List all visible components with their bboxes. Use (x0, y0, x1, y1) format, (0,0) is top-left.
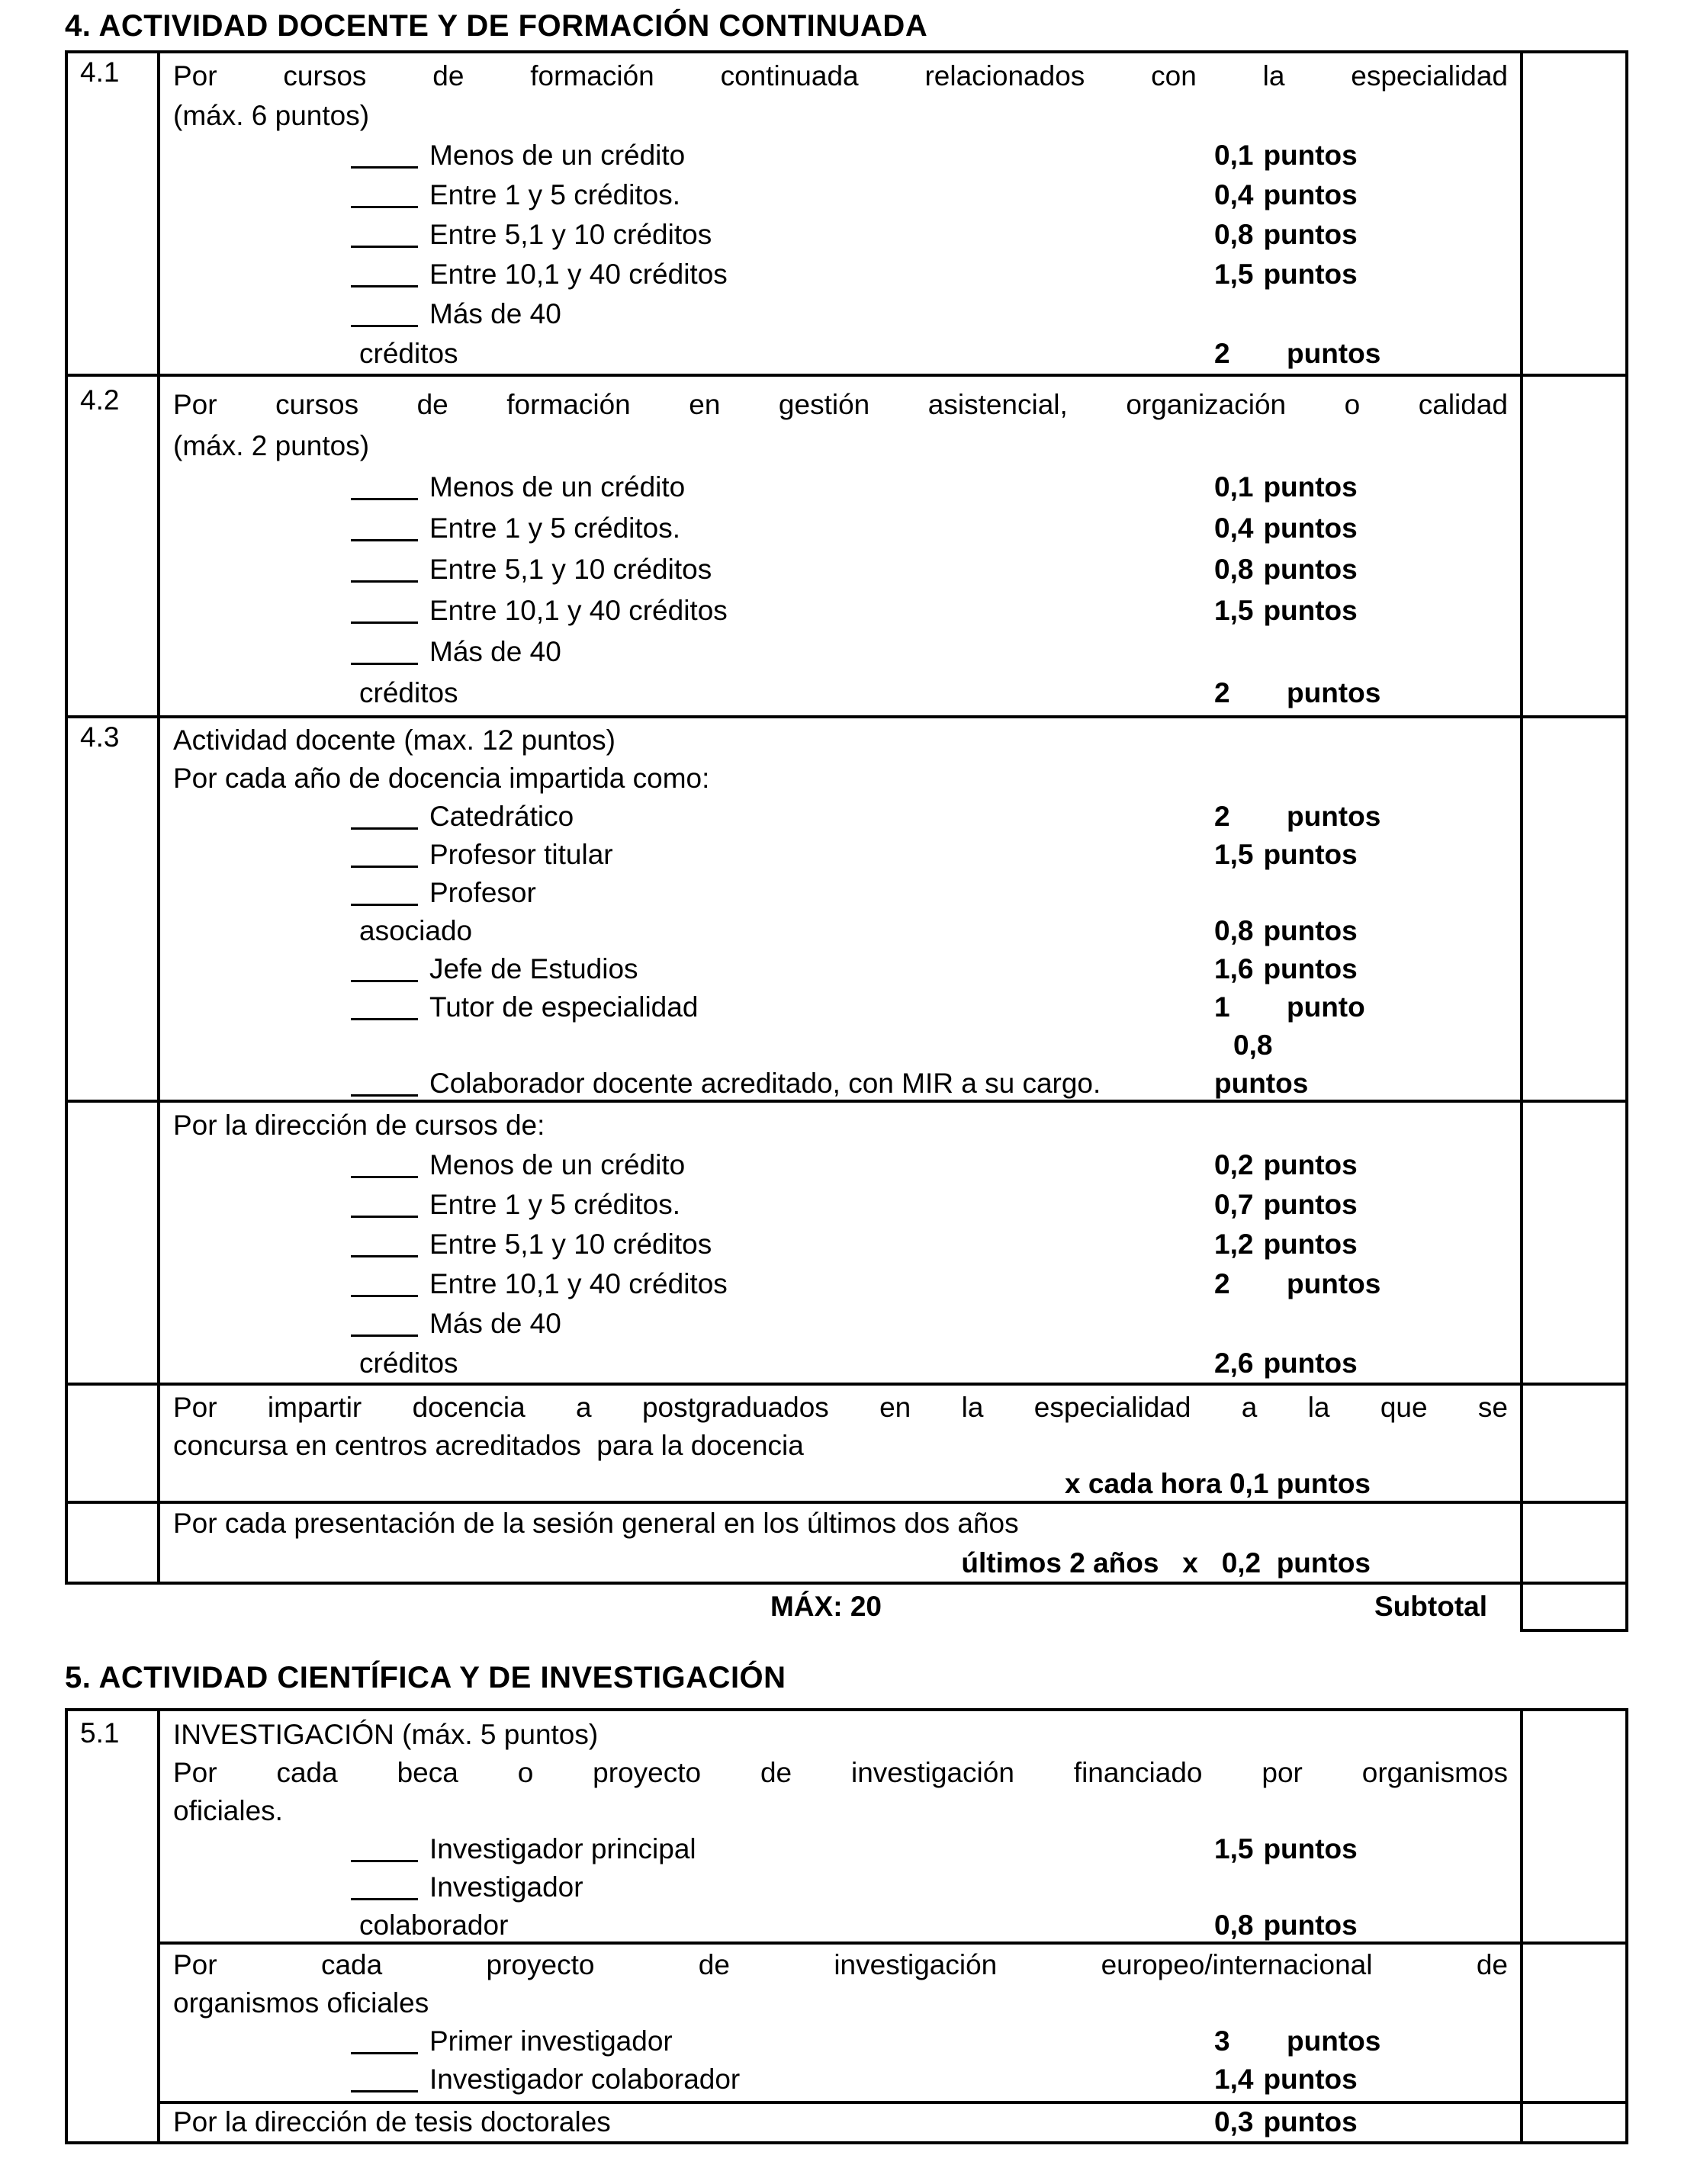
item-line (173, 294, 1508, 334)
points-unit: puntos (1263, 1833, 1358, 1864)
item-line (173, 1225, 1508, 1264)
points-unit: puntos (1263, 219, 1358, 250)
item-label: Más de 40 (429, 636, 561, 667)
points-unit: punto (1287, 991, 1365, 1023)
blank-line (351, 186, 418, 208)
points-value (1214, 467, 1358, 508)
blank-line (351, 602, 418, 624)
wrap-label: créditos (359, 677, 458, 708)
paragraph-line: (máx. 6 puntos) (173, 100, 370, 131)
item-label: Investigador (429, 1871, 583, 1903)
blank-line (351, 1156, 418, 1178)
wrap-label: asociado (359, 915, 473, 946)
item-line (173, 2102, 1508, 2142)
blank-line (351, 1196, 418, 1218)
points-unit: puntos (1263, 554, 1358, 585)
blank-line (351, 305, 418, 327)
item-label: Más de 40 (429, 298, 561, 329)
wrap-line (173, 334, 1508, 374)
points-value (1214, 2060, 1358, 2099)
points-value (1233, 1026, 1272, 1065)
paragraph-line: Por cada presentación de la sesión general en los últimos dos años (173, 1508, 1019, 1539)
points-unit: puntos (1287, 801, 1381, 832)
item-line (173, 1145, 1508, 1185)
points-value (1214, 1065, 1308, 1103)
item-line (173, 1868, 1508, 1906)
points-value (1214, 2022, 1380, 2060)
blank-line (351, 2070, 418, 2092)
row-impartir-docencia-content (160, 1389, 1520, 1503)
points-value (1214, 1225, 1358, 1264)
item-label: Entre 1 y 5 créditos. (429, 179, 681, 210)
points-rule-line: x cada hora 0,1 puntos (1065, 1468, 1371, 1499)
score-column-divider (1520, 53, 1523, 1582)
row-4-2-content (160, 384, 1520, 714)
wrap-label: créditos (359, 1347, 458, 1379)
blank-line (351, 519, 418, 541)
points-value (1214, 136, 1358, 175)
item-label: Menos de un crédito (429, 471, 686, 503)
points-value (1214, 1906, 1358, 1945)
paragraph-line: Por impartir docencia a postgraduados en la especialidad a la que se (173, 1392, 1508, 1423)
points-unit: puntos (1263, 1228, 1358, 1260)
item-line (173, 988, 1508, 1026)
points-unit: puntos (1263, 1149, 1358, 1180)
blank-line (351, 478, 418, 500)
max-total-label: MÁX: 20 (770, 1591, 882, 1622)
points-value (1214, 590, 1358, 631)
paragraph-line: Por la dirección de cursos de: (173, 1110, 545, 1141)
points-unit: puntos (1287, 1268, 1381, 1299)
points-number: 2 (1214, 338, 1230, 369)
points-number: 0,8 (1233, 1029, 1273, 1061)
points-value (1214, 836, 1358, 874)
wrap-label: colaborador (359, 1909, 509, 1941)
item-label: Entre 10,1 y 40 créditos (429, 595, 728, 626)
points-value (1214, 1830, 1358, 1868)
item-label: Entre 5,1 y 10 créditos (429, 554, 712, 585)
points-value (1214, 549, 1358, 590)
points-number: 0,8 (1214, 1909, 1254, 1941)
blank-line (351, 1878, 418, 1900)
paragraph-line: Por cursos de formación continuada relacionados con la especialidad (173, 60, 1508, 92)
item-line (173, 874, 1508, 912)
blank-line (351, 146, 418, 169)
blank-line (351, 1275, 418, 1297)
item-label: Jefe de Estudios (429, 953, 638, 984)
item-line (173, 175, 1508, 215)
section-5-table (65, 1708, 1628, 2144)
paragraph-line: Por cada proyecto de investigación europeo/internacional de (173, 1949, 1508, 1980)
wrap-line (173, 1344, 1508, 1383)
row-number-5-1: 5.1 (80, 1717, 120, 1749)
item-line (173, 136, 1508, 175)
stacked-value-line (173, 1026, 1508, 1065)
subtotal-label: Subtotal (1374, 1591, 1487, 1622)
points-number: 1,2 (1214, 1228, 1254, 1260)
paragraph-line: organismos oficiales (173, 1987, 429, 2019)
item-label: Investigador principal (429, 1833, 696, 1864)
paragraph-line: INVESTIGACIÓN (máx. 5 puntos) (173, 1719, 599, 1750)
wrap-label: créditos (359, 338, 458, 369)
blank-line (351, 1235, 418, 1257)
wrap-line (173, 1906, 1508, 1945)
item-line (173, 215, 1508, 255)
points-number: 2 (1214, 801, 1230, 832)
row-number-4-2: 4.2 (80, 384, 120, 416)
points-number: 1,5 (1214, 595, 1254, 626)
item-line (173, 798, 1508, 836)
points-number: 1,4 (1214, 2064, 1254, 2095)
points-unit: puntos (1263, 2106, 1358, 2137)
points-number: 2 (1214, 1268, 1230, 1299)
row-divider (68, 715, 1625, 718)
item-line (173, 1304, 1508, 1344)
points-value (1214, 798, 1380, 836)
paragraph-line: Por cada beca o proyecto de investigación financiado por organismos (173, 1757, 1508, 1788)
row-tesis-doctorales-content (160, 2102, 1520, 2142)
row-presentacion-content (160, 1504, 1520, 1583)
row-direccion-cursos-content (160, 1106, 1520, 1383)
subtotal-score-box (1520, 1582, 1628, 1632)
points-unit: puntos (1263, 140, 1358, 171)
paragraph-line: concursa en centros acreditados para la docencia (173, 1430, 804, 1461)
points-value (1214, 988, 1365, 1026)
item-line (173, 590, 1508, 631)
blank-line (351, 998, 418, 1020)
points-number: 0,4 (1214, 512, 1254, 544)
points-unit: puntos (1263, 1347, 1358, 1379)
blank-line (351, 1315, 418, 1337)
item-label: Entre 5,1 y 10 créditos (429, 1228, 712, 1260)
points-number: 1,5 (1214, 839, 1254, 870)
item-line (173, 1830, 1508, 1868)
points-value (1214, 2102, 1358, 2142)
section-5-title: 5. ACTIVIDAD CIENTÍFICA Y DE INVESTIGACIÓN (65, 1661, 786, 1694)
item-label: Entre 10,1 y 40 créditos (429, 259, 728, 290)
paragraph-line: oficiales. (173, 1795, 283, 1826)
points-number: 0,4 (1214, 179, 1254, 210)
blank-line (351, 808, 418, 830)
points-unit: puntos (1263, 259, 1358, 290)
points-unit: puntos (1263, 2064, 1358, 2095)
wrap-line (173, 673, 1508, 714)
points-unit: puntos (1214, 1068, 1309, 1099)
points-number: 0,1 (1214, 140, 1254, 171)
item-label: Por la dirección de tesis doctorales (173, 2106, 611, 2137)
paragraph-line: Por cada año de docencia impartida como: (173, 763, 710, 794)
item-label: Entre 10,1 y 40 créditos (429, 1268, 728, 1299)
points-value (1214, 673, 1380, 714)
item-line (173, 467, 1508, 508)
section-4-table (65, 50, 1628, 1585)
row-4-3-content (160, 721, 1520, 1103)
points-unit: puntos (1263, 1909, 1358, 1941)
paragraph-line: Por cursos de formación en gestión asistencial, organización o calidad (173, 389, 1508, 420)
points-value (1214, 175, 1358, 215)
item-label: Entre 1 y 5 créditos. (429, 512, 681, 544)
item-label: Más de 40 (429, 1308, 561, 1339)
points-number: 0,1 (1214, 471, 1254, 503)
points-unit: puntos (1263, 915, 1358, 946)
points-value (1214, 1344, 1358, 1383)
points-number: 0,7 (1214, 1189, 1254, 1220)
points-unit: puntos (1263, 595, 1358, 626)
item-label: Colaborador docente acreditado, con MIR a su cargo. (429, 1068, 1101, 1099)
points-number: 1,6 (1214, 953, 1254, 984)
points-value (1214, 215, 1358, 255)
points-number: 0,8 (1214, 554, 1254, 585)
blank-line (351, 2032, 418, 2054)
blank-line (351, 960, 418, 982)
points-unit: puntos (1287, 677, 1381, 708)
points-number: 2,6 (1214, 1347, 1254, 1379)
row-4-1-content (160, 56, 1520, 374)
points-number: 0,8 (1214, 219, 1254, 250)
points-number: 2 (1214, 677, 1230, 708)
blank-line (351, 265, 418, 287)
points-value (1214, 508, 1358, 549)
item-label: Menos de un crédito (429, 140, 686, 171)
points-number: 3 (1214, 2025, 1230, 2057)
item-line (173, 1264, 1508, 1304)
paragraph-line: (máx. 2 puntos) (173, 430, 370, 461)
points-unit: puntos (1263, 471, 1358, 503)
item-line (173, 1185, 1508, 1225)
wrap-line (173, 912, 1508, 950)
points-number: 0,3 (1214, 2106, 1254, 2137)
points-value (1214, 1145, 1358, 1185)
points-value (1214, 950, 1358, 988)
points-unit: puntos (1287, 338, 1381, 369)
item-label: Primer investigador (429, 2025, 673, 2057)
points-value (1214, 334, 1380, 374)
row-number-4-1: 4.1 (80, 56, 120, 88)
item-line (173, 255, 1508, 294)
points-number: 0,8 (1214, 915, 1254, 946)
paragraph-line: Actividad docente (max. 12 puntos) (173, 724, 616, 756)
points-value (1214, 1185, 1358, 1225)
blank-line (351, 643, 418, 665)
item-label: Entre 5,1 y 10 créditos (429, 219, 712, 250)
row-proyecto-europeo-content (160, 1946, 1520, 2099)
item-line (173, 950, 1508, 988)
item-line (173, 836, 1508, 874)
points-unit: puntos (1287, 2025, 1381, 2057)
item-line (173, 508, 1508, 549)
item-line (173, 2060, 1508, 2099)
points-value (1214, 255, 1358, 294)
points-value (1214, 912, 1358, 950)
points-value (1214, 1264, 1380, 1304)
row-investigacion-content (160, 1716, 1520, 1945)
item-label: Entre 1 y 5 créditos. (429, 1189, 681, 1220)
points-unit: puntos (1263, 512, 1358, 544)
item-line (173, 2022, 1508, 2060)
points-unit: puntos (1263, 953, 1358, 984)
item-line (173, 1065, 1508, 1103)
blank-line (351, 1840, 418, 1862)
item-line (173, 631, 1508, 673)
blank-line (351, 846, 418, 868)
item-label: Profesor titular (429, 839, 613, 870)
row-divider (68, 374, 1625, 377)
points-unit: puntos (1263, 839, 1358, 870)
points-number: 1,5 (1214, 259, 1254, 290)
item-label: Menos de un crédito (429, 1149, 686, 1180)
item-label: Tutor de especialidad (429, 991, 699, 1023)
item-label: Catedrático (429, 801, 574, 832)
points-unit: puntos (1263, 179, 1358, 210)
blank-line (351, 1074, 418, 1097)
item-label: Investigador colaborador (429, 2064, 741, 2095)
points-rule-line: últimos 2 años x 0,2 puntos (961, 1547, 1371, 1579)
item-line (173, 549, 1508, 590)
blank-line (351, 560, 418, 583)
points-number: 1,5 (1214, 1833, 1254, 1864)
row-number-4-3: 4.3 (80, 721, 120, 753)
blank-line (351, 884, 418, 906)
item-label: Profesor (429, 877, 536, 908)
score-column-divider (1520, 1711, 1523, 2141)
blank-line (351, 226, 418, 248)
points-unit: puntos (1263, 1189, 1358, 1220)
points-number: 1 (1214, 991, 1230, 1023)
points-number: 0,2 (1214, 1149, 1254, 1180)
section-4-title: 4. ACTIVIDAD DOCENTE Y DE FORMACIÓN CONTINUADA (65, 9, 928, 43)
